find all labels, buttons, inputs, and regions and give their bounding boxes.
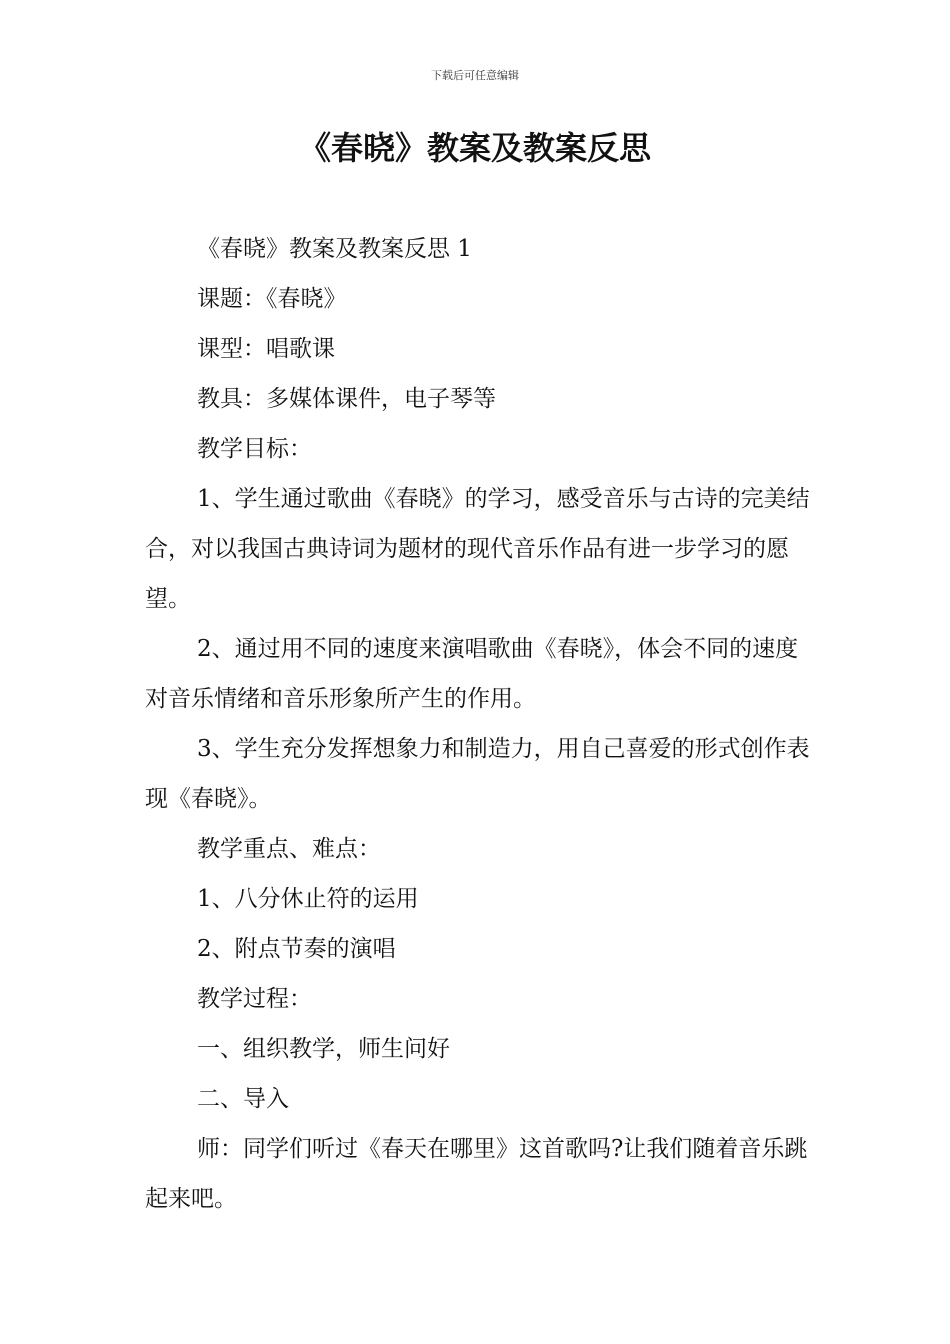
paragraph-process-heading: 教学过程： (197, 986, 312, 1012)
document-body (145, 224, 810, 1224)
paragraph-objective-1: 1、学生通过歌曲《春晓》的学习，感受音乐与古诗的完美结合，对以我国古典诗词为题材的现代音乐作品有进一步学习的愿望。 (145, 486, 810, 612)
paragraph-key-points-heading: 教学重点、难点： (197, 836, 381, 862)
header-note: 下载后可任意编辑 (431, 69, 519, 82)
paragraph-teacher-line: 师：同学们听过《春天在哪里》这首歌吗?让我们随着音乐跳起来吧。 (145, 1136, 808, 1212)
paragraph-step-2: 二、导入 (197, 1086, 289, 1112)
paragraph-objectives-heading: 教学目标： (197, 436, 312, 462)
paragraph-topic: 课题：《春晓》 (197, 286, 347, 312)
paragraph-objective-3: 3、学生充分发挥想象力和制造力，用自己喜爱的形式创作表现《春晓》。 (145, 736, 810, 812)
paragraph-objective-2: 2、通过用不同的速度来演唱歌曲《春晓》，体会不同的速度对音乐情绪和音乐形象所产生的作用。 (145, 636, 799, 712)
document-title: 《春晓》教案及教案反思 (298, 129, 651, 167)
paragraph-subtitle: 《春晓》教案及教案反思 1 (197, 236, 472, 262)
paragraph-step-1: 一、组织教学，师生问好 (197, 1036, 450, 1062)
paragraph-teaching-aids: 教具：多媒体课件，电子琴等 (197, 386, 496, 412)
paragraph-lesson-type: 课型：唱歌课 (197, 336, 335, 362)
paragraph-key-point-2: 2、附点节奏的演唱 (197, 936, 396, 962)
paragraph-key-point-1: 1、八分休止符的运用 (197, 886, 419, 912)
